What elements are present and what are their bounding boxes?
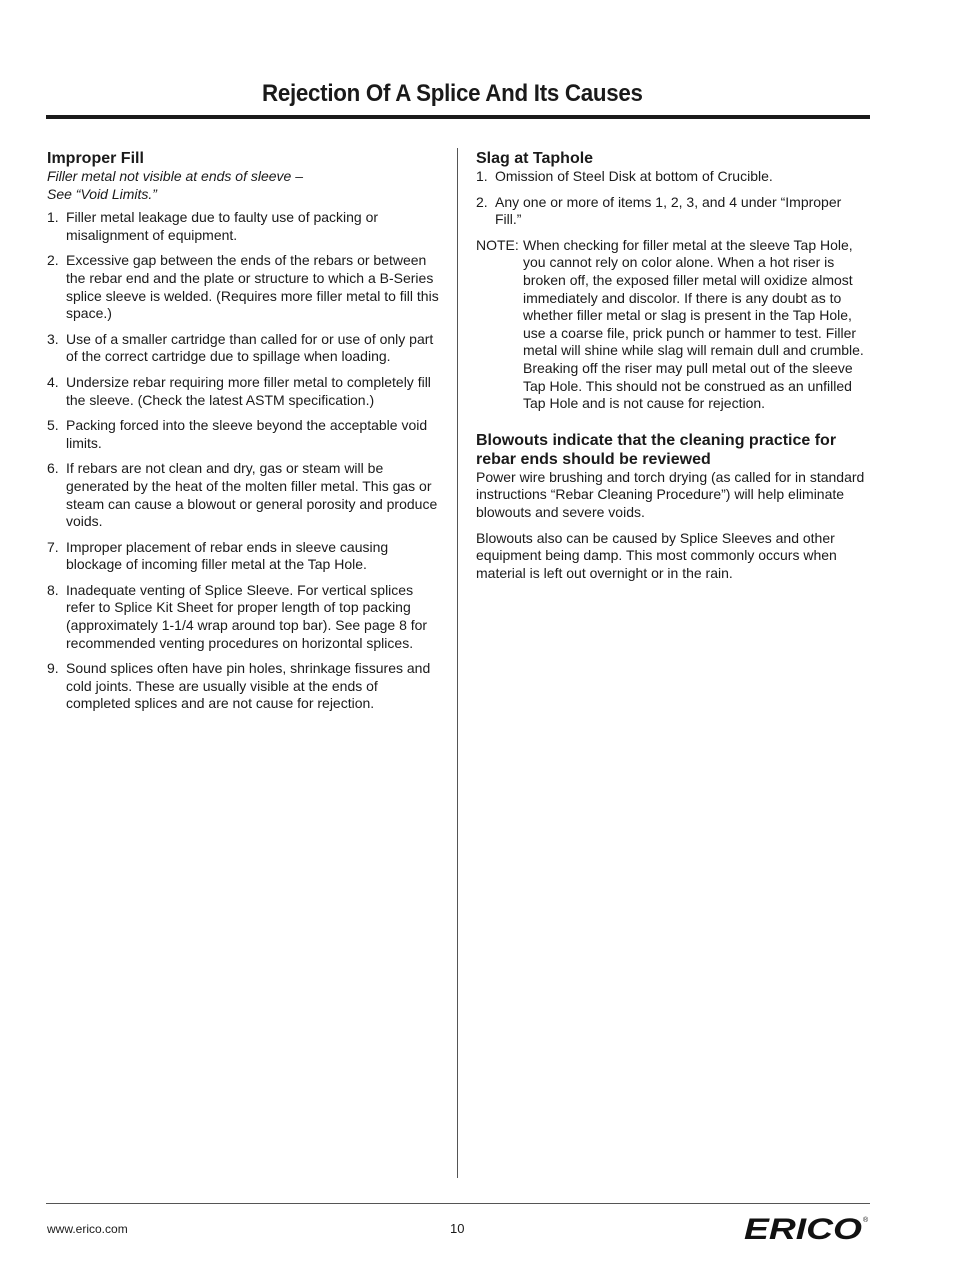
subheading-line-1: Filler metal not visible at ends of sleeve –: [47, 168, 304, 184]
item-number: 1.: [47, 209, 59, 226]
item-number: 2.: [47, 252, 59, 269]
improper-fill-list: [47, 209, 443, 713]
footer-url[interactable]: www.erico.com: [47, 1222, 128, 1236]
item-text: Any one or more of items 1, 2, 3, and 4 under “Improper Fill.”: [495, 193, 842, 228]
item-text: Packing forced into the sleeve beyond the acceptable void limits.: [66, 417, 428, 451]
erico-logo: [742, 1212, 870, 1244]
logo-wordmark: ERICO: [744, 1213, 862, 1244]
left-column: [47, 149, 443, 721]
list-item: [476, 168, 870, 186]
list-item: [47, 417, 443, 452]
item-number: 1.: [476, 168, 488, 184]
erico-logo-graphic: [742, 1212, 870, 1244]
page-title: Rejection Of A Splice And Its Causes: [262, 80, 643, 107]
item-text: Filler metal leakage due to faulty use of packing or misalignment of equipment.: [66, 209, 379, 243]
item-text: If rebars are not clean and dry, gas or steam will be generated by the heat of the molten filler metal. This gas or steam can cause a blowout or general porosity and produce voids.: [66, 460, 438, 530]
item-number: 6.: [47, 460, 59, 477]
item-number: 5.: [47, 417, 59, 434]
item-number: 4.: [47, 373, 59, 390]
note-block: [476, 237, 870, 413]
item-text: Inadequate venting of Splice Sleeve. For vertical splices refer to Splice Kit Sheet for proper length of top packing (approximately 1-1/4 wrap around top bar). See page 8 for recommended venting procedures on horizontal splices.: [66, 581, 428, 651]
list-item: [47, 460, 443, 530]
note-text: When checking for filler metal at the sleeve Tap Hole, you cannot rely on color alone. When a hot riser is broken off, the exposed filler metal will oxidize almost immediately and discolor. If there is any doubt as to whether filler metal or slag is present in the Tap Hole, use a coarse file, prick punch or hammer to test. Filler metal will shine while slag will remain dull and crumble. Breaking off the riser may pull metal out of the sleeve Tap Hole. This should not be construed as an unfilled Tap Hole and is not cause for rejection.: [523, 236, 864, 412]
list-item: [47, 252, 443, 322]
note-label: NOTE:: [476, 236, 519, 253]
item-number: 9.: [47, 660, 59, 677]
item-text: Use of a smaller cartridge than called for or use of only part of the correct cartridge due to spillage when loading.: [66, 330, 434, 365]
list-item: [47, 331, 443, 366]
item-text: Excessive gap between the ends of the rebars or between the rebar end and the plate or structure to which a B-Series splice sleeve is welded. (Requires more filler metal to fill this space.): [66, 252, 439, 322]
list-item: [47, 660, 443, 713]
section-heading-improper-fill: Improper Fill: [47, 150, 144, 167]
item-text: Undersize rebar requiring more filler metal to completely fill the sleeve. (Check the latest ASTM specification.): [66, 373, 431, 408]
item-number: 8.: [47, 581, 59, 598]
paragraph: Power wire brushing and torch drying (as called for in standard instructions “Rebar Cleaning Procedure”) will help eliminate blowouts and severe voids.: [476, 468, 865, 520]
title-rule: [46, 115, 870, 119]
item-number: 3.: [47, 330, 59, 347]
list-item: [47, 539, 443, 574]
page-number: 10: [450, 1221, 465, 1236]
registered-mark: ®: [863, 1217, 869, 1224]
item-number: 2.: [476, 193, 488, 210]
paragraph: Blowouts also can be caused by Splice Sleeves and other equipment being damp. This most commonly occurs when material is left out overnight or in the rain.: [476, 529, 837, 581]
footer-rule: [46, 1203, 870, 1204]
right-column: [476, 149, 870, 590]
section-heading-slag-at-taphole: Slag at Taphole: [476, 150, 594, 167]
item-text: Improper placement of rebar ends in sleeve causing blockage of incoming filler metal at the Tap Hole.: [66, 538, 389, 573]
item-number: 7.: [47, 538, 59, 555]
item-text: Sound splices often have pin holes, shrinkage fissures and cold joints. These are usually visible at the ends of completed splices and are not cause for rejection.: [66, 660, 431, 712]
list-item: [47, 582, 443, 652]
list-item: [47, 209, 443, 244]
list-item: [476, 194, 870, 229]
slag-list: [476, 168, 870, 229]
item-text: Omission of Steel Disk at bottom of Crucible.: [495, 168, 773, 184]
subheading-line-2: See “Void Limits.”: [47, 185, 157, 202]
section-heading-blowouts: Blowouts indicate that the cleaning practice for rebar ends should be reviewed: [476, 431, 837, 468]
column-divider: [457, 148, 458, 1178]
blowouts-section: [476, 431, 870, 583]
section-subheading: [47, 168, 443, 203]
list-item: [47, 374, 443, 409]
